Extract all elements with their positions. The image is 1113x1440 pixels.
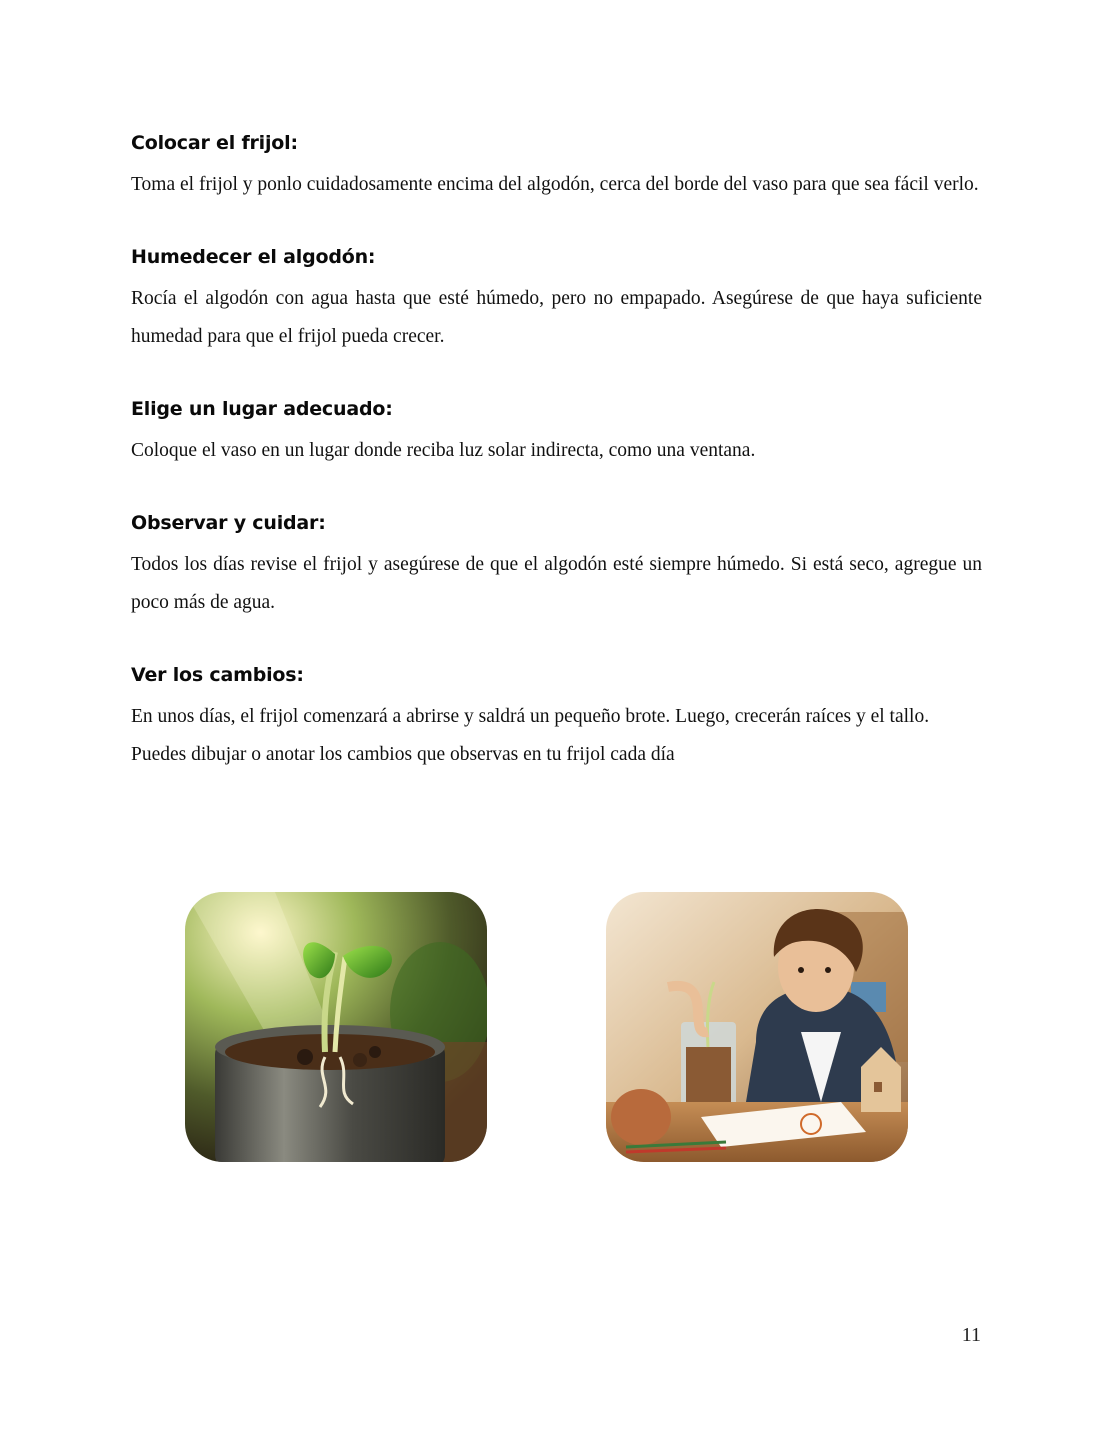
illustrations [185, 892, 909, 1164]
document-body [131, 128, 982, 812]
section-heading: Ver los cambios: [131, 664, 304, 686]
section-paragraph: Todos los días revise el frijol y asegúrese de que el algodón esté siempre húmedo. Si está seco, agregue un poco más de agua. [131, 554, 982, 613]
section-paragraph: Rocía el algodón con agua hasta que esté húmedo, pero no empapado. Asegúrese de que haya suficiente humedad para que el frijol pueda crecer. [131, 288, 982, 347]
boy-observing-image [606, 892, 908, 1162]
section-paragraph: En unos días, el frijol comenzará a abrirse y saldrá un pequeño brote. Luego, crecerán raíces y el tallo. [131, 706, 930, 727]
section-cambios [131, 660, 982, 774]
section-humedecer [131, 242, 982, 356]
section-heading: Elige un lugar adecuado: [131, 398, 393, 420]
section-heading: Colocar el frijol: [131, 132, 298, 154]
section-colocar [131, 128, 982, 204]
bean-sprout-image [185, 892, 487, 1162]
section-heading: Observar y cuidar: [131, 512, 326, 534]
section-observar [131, 508, 982, 622]
section-heading: Humedecer el algodón: [131, 246, 376, 268]
section-paragraph: Puedes dibujar o anotar los cambios que observas en tu frijol cada día [131, 744, 675, 765]
section-paragraph: Coloque el vaso en un lugar donde reciba luz solar indirecta, como una ventana. [131, 440, 756, 461]
section-paragraph: Toma el frijol y ponlo cuidadosamente encima del algodón, cerca del borde del vaso para que sea fácil verlo. [131, 174, 979, 195]
page-number: 11 [961, 1324, 981, 1346]
section-lugar [131, 394, 982, 470]
